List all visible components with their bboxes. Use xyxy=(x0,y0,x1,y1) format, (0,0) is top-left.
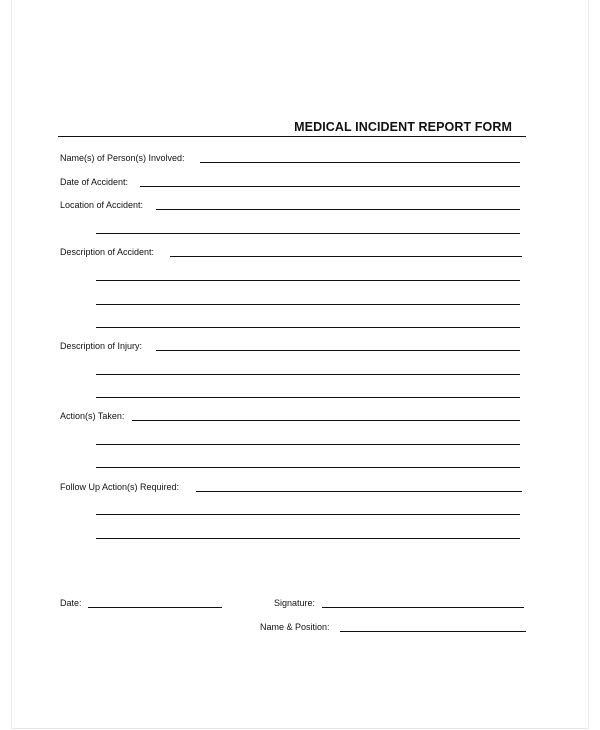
location-of-accident-label: Location of Accident: xyxy=(60,200,144,210)
title-rule xyxy=(58,136,526,137)
follow-up-actions-field[interactable] xyxy=(196,491,522,492)
follow-up-actions-field-3[interactable] xyxy=(96,538,520,539)
follow-up-actions-field-2[interactable] xyxy=(96,514,520,515)
description-of-accident-field[interactable] xyxy=(170,256,522,257)
description-of-injury-field-3[interactable] xyxy=(96,397,520,398)
description-of-accident-label: Description of Accident: xyxy=(60,247,155,257)
description-of-injury-field-2[interactable] xyxy=(96,374,520,375)
date-label: Date: xyxy=(60,598,82,608)
actions-taken-label: Action(s) Taken: xyxy=(60,411,125,421)
form-title: MEDICAL INCIDENT REPORT FORM xyxy=(294,120,512,134)
name-position-field[interactable] xyxy=(340,631,526,632)
actions-taken-field-3[interactable] xyxy=(96,467,520,468)
names-involved-label: Name(s) of Person(s) Involved: xyxy=(60,153,185,163)
date-of-accident-label: Date of Accident: xyxy=(60,177,129,187)
description-of-injury-field[interactable] xyxy=(156,350,520,351)
description-of-accident-field-2[interactable] xyxy=(96,280,520,281)
actions-taken-field[interactable] xyxy=(132,420,520,421)
date-field[interactable] xyxy=(88,607,222,608)
date-of-accident-field[interactable] xyxy=(140,186,520,187)
form-page xyxy=(11,0,589,729)
description-of-injury-label: Description of Injury: xyxy=(60,341,143,351)
name-position-label: Name & Position: xyxy=(260,622,330,632)
location-of-accident-field-2[interactable] xyxy=(96,233,520,234)
location-of-accident-field[interactable] xyxy=(156,209,520,210)
actions-taken-field-2[interactable] xyxy=(96,444,520,445)
signature-field[interactable] xyxy=(322,607,524,608)
follow-up-actions-label: Follow Up Action(s) Required: xyxy=(60,482,180,492)
names-involved-field[interactable] xyxy=(200,162,520,163)
description-of-accident-field-3[interactable] xyxy=(96,304,520,305)
description-of-accident-field-4[interactable] xyxy=(96,327,520,328)
signature-label: Signature: xyxy=(274,598,316,608)
